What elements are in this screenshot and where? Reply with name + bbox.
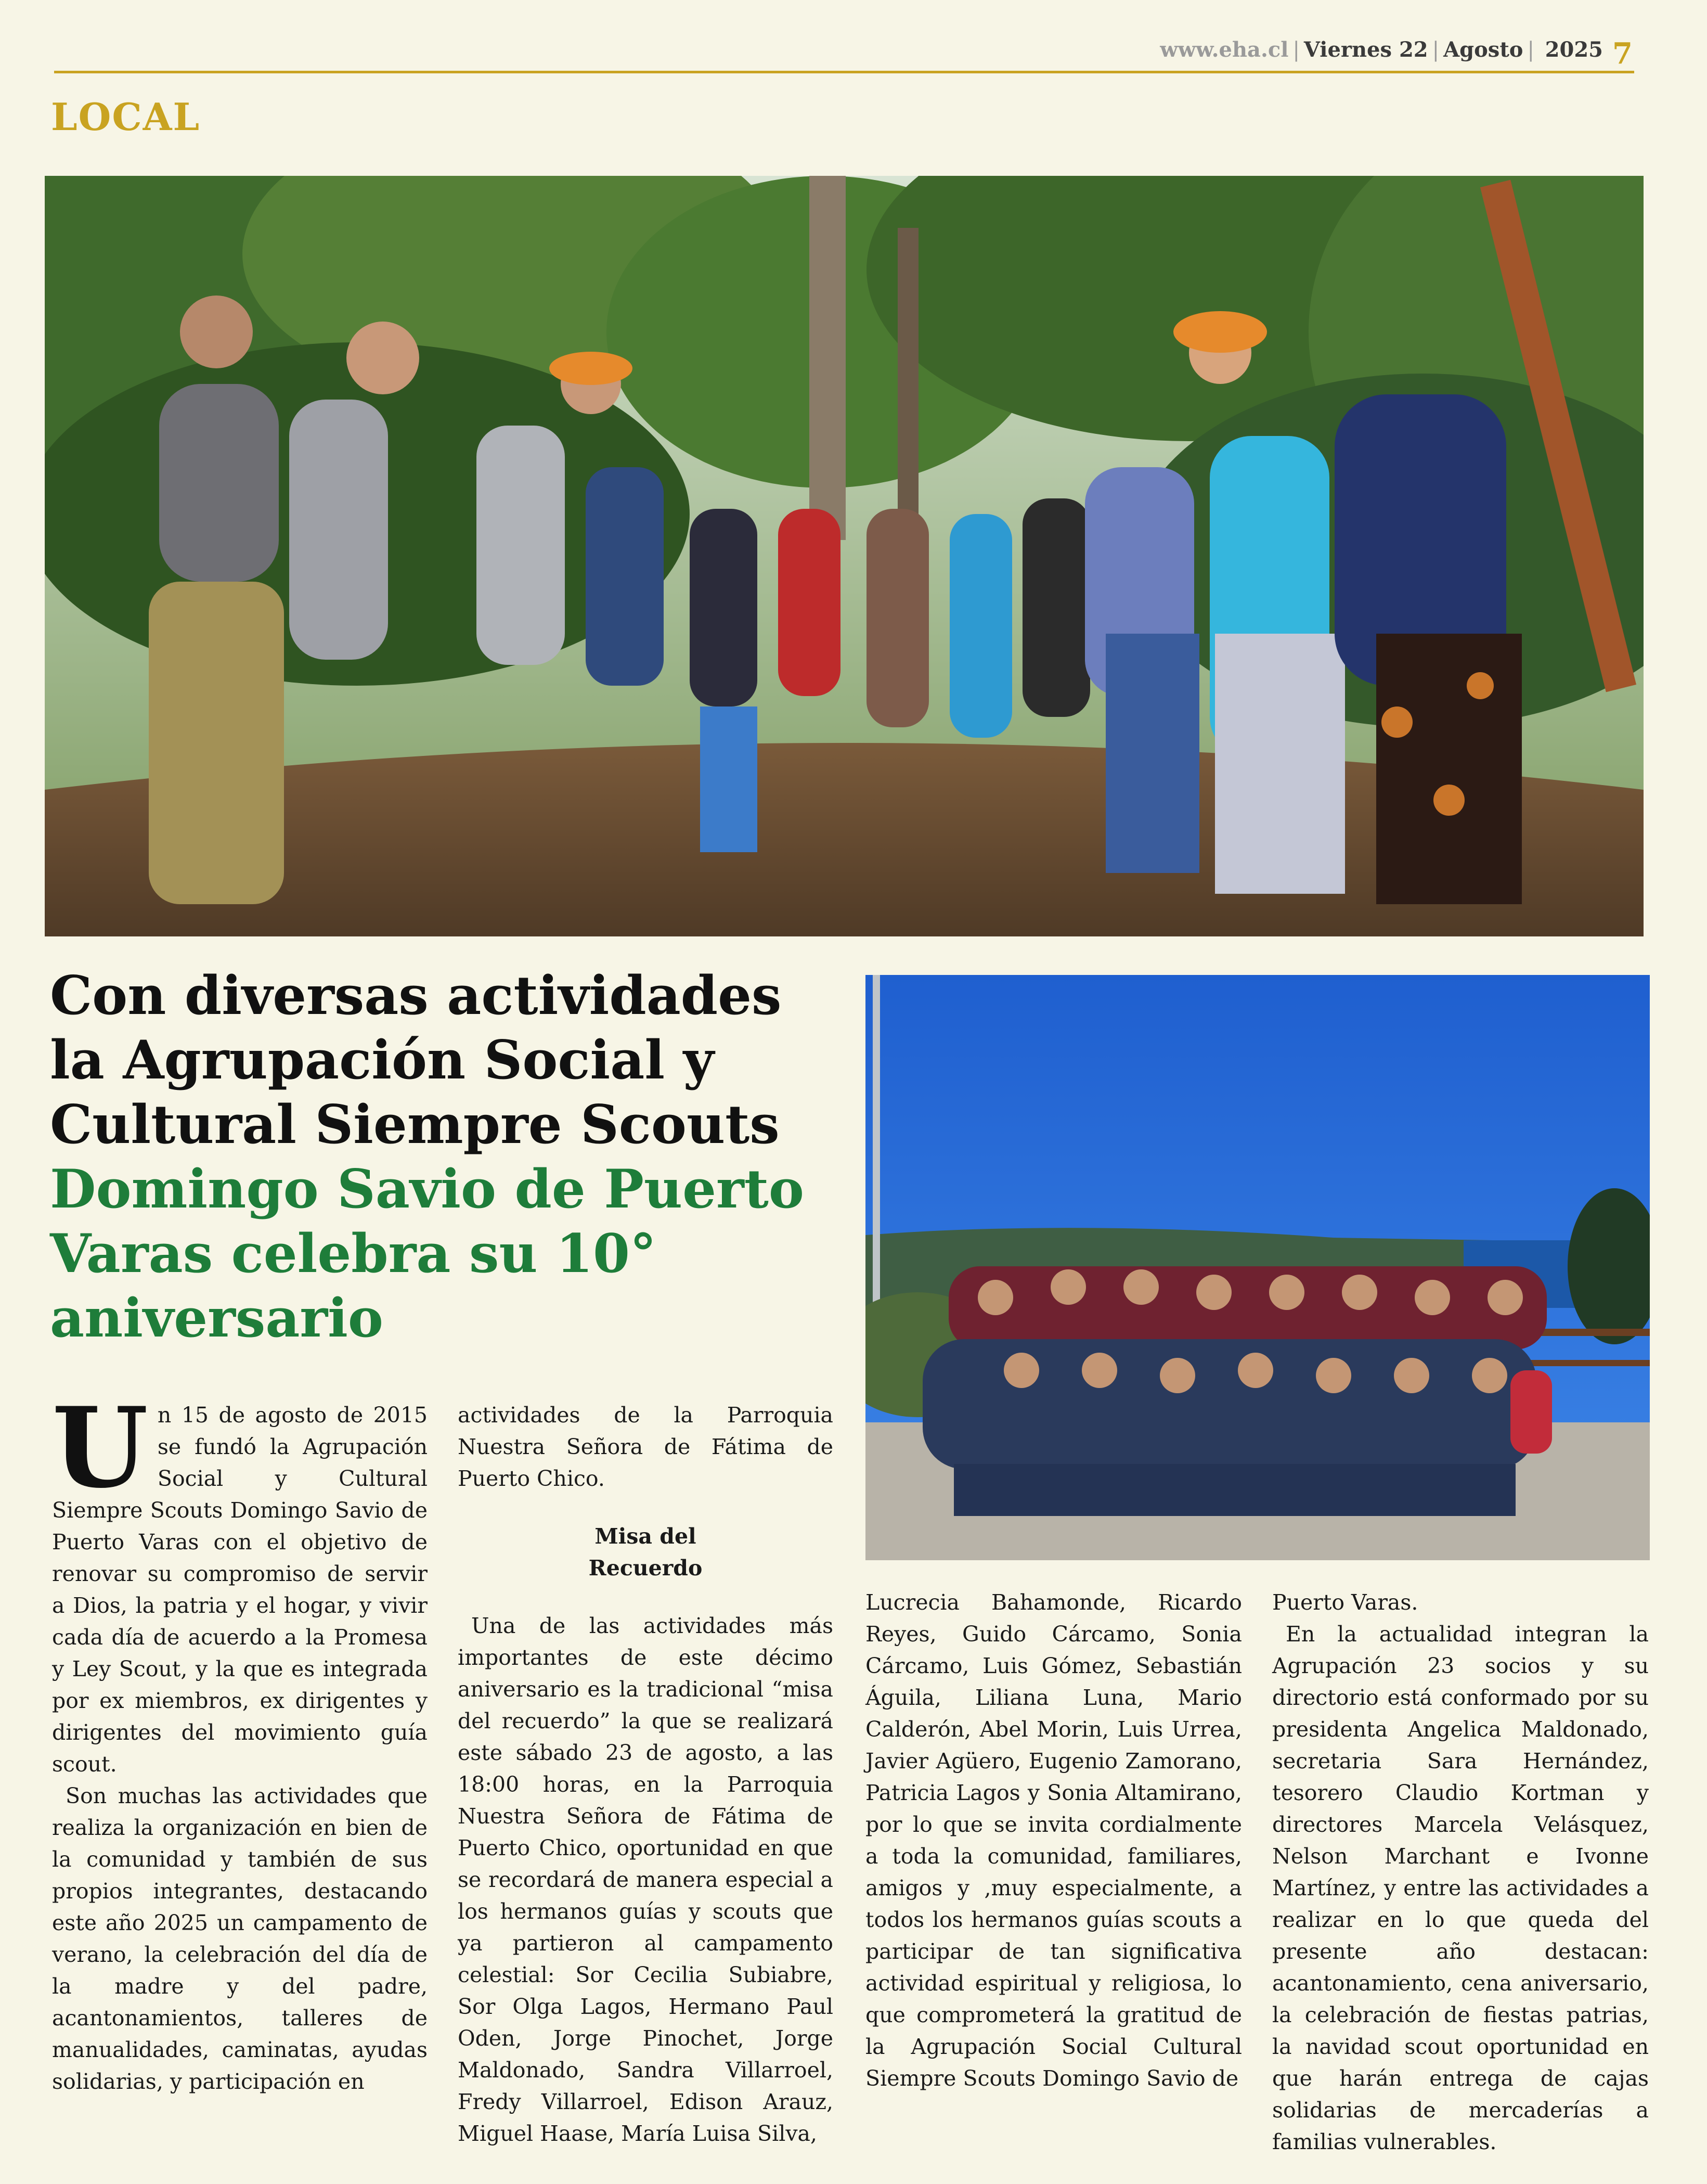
header-info: [1160, 37, 1603, 62]
photo-forest-group: [45, 176, 1644, 936]
paragraph-misa-end: Puerto Varas.: [1272, 1590, 1418, 1615]
header-day: Viernes 22: [1303, 37, 1428, 62]
header-month: Agosto: [1443, 37, 1523, 62]
article-subheadline: Domingo Savio de Puerto Varas celebra su 10° aniversario: [50, 1158, 804, 1350]
article-column-2: [458, 1399, 833, 2150]
photo-lookout-group: [865, 975, 1650, 1560]
drop-cap: U: [52, 1383, 148, 1512]
subtitle-line-2: Recuerdo: [588, 1556, 703, 1581]
paragraph-activities-cont: actividades de la Parroquia Nuestra Señora de Fátima de Puerto Chico.: [458, 1403, 833, 1491]
paragraph-intro-text: n 15 de agosto de 2015 se fundó la Agrupación Social y Cultural Siempre Scouts Domingo Savio de Puerto Varas con el objetivo de renovar su compromiso de servir a Dios, la patria y el hogar, y vivir cada día de acuerdo a la Promesa y Ley Scout, y la que es integrada por ex miembros, ex dirigentes y dirigentes del movimiento guía scout.: [52, 1403, 428, 1777]
header-rule: [54, 71, 1634, 73]
page-number: 7: [1612, 36, 1633, 71]
paragraph-activities: Son muchas las actividades que realiza la organización en bien de la comunidad y también de sus propios integrantes, destacando este año 2025 un campamento de verano, la celebración del día de la madre y del padre, acantonamientos, talleres de manualidades, caminatas, ayudas solidarias, y participación en: [52, 1783, 428, 2094]
article-column-1: [52, 1383, 428, 2098]
paragraph-intro: [52, 1383, 428, 1780]
article-column-4: [1272, 1587, 1649, 2158]
article-headline: Con diversas actividades la Agrupación Social y Cultural Siempre Scouts: [50, 965, 782, 1156]
header-year: 2025: [1545, 37, 1603, 62]
paragraph-misa-cont: Lucrecia Bahamonde, Ricardo Reyes, Guido Cárcamo, Sonia Cárcamo, Luis Gómez, Sebastián Águila, Liliana Luna, Mario Calderón, Abel Morin, Luis Urrea, Javier Agüero, Eugenio Zamorano, Patricia Lagos y Sonia Altamirano, por lo que se invita cordialmente a toda la comunidad, familiares, amigos y ,muy especialmente, a todos los hermanos guías scouts a participar de tan significativa actividad espiritual y religiosa, lo que comprometerá la gratitud de la Agrupación Social Cultural Siempre Scouts Domingo Savio de: [865, 1590, 1242, 2091]
separator: |: [1292, 38, 1300, 62]
section-label: LOCAL: [51, 95, 201, 139]
paragraph-directorio: En la actualidad integran la Agrupación 23 socios y su directorio está conformado por su presidenta Angelica Maldonado, secretaria Sara Hernández, tesorero Claudio Kortman y directores Marcela Velásquez, Nelson Marchant e Ivonne Martínez, y entre las actividades a realizar en lo que queda del presente año destacan: acantonamiento, cena aniversario, la celebración de fiestas patrias, la navidad scout oportunidad en que harán entrega de cajas solidarias de mercaderías a familias vulnerables.: [1272, 1622, 1649, 2154]
site-url: www.eha.cl: [1160, 37, 1289, 62]
subtitle-line-1: Misa del: [594, 1524, 696, 1549]
paragraph-misa: Una de las actividades más importantes de este décimo aniversario es la tradicional “misa del recuerdo” la que se realizará este sábado 23 de agosto, a las 18:00 horas, en la Parroquia Nuestra Señora de Fátima de Puerto Chico, oportunidad en que se recordará de manera especial a los hermanos guías y scouts que ya partieron al campamento celestial: Sor Cecilia Subiabre, Sor Olga Lagos, Hermano Paul Oden, Jorge Pinochet, Jorge Maldonado, Sandra Villarroel, Fredy Villarroel, Edison Arauz, Miguel Haase, María Luisa Silva,: [458, 1613, 833, 2146]
section-subtitle: [458, 1521, 833, 1584]
separator: |: [1527, 38, 1534, 62]
separator: |: [1432, 38, 1440, 62]
article-column-3: [865, 1587, 1242, 2095]
